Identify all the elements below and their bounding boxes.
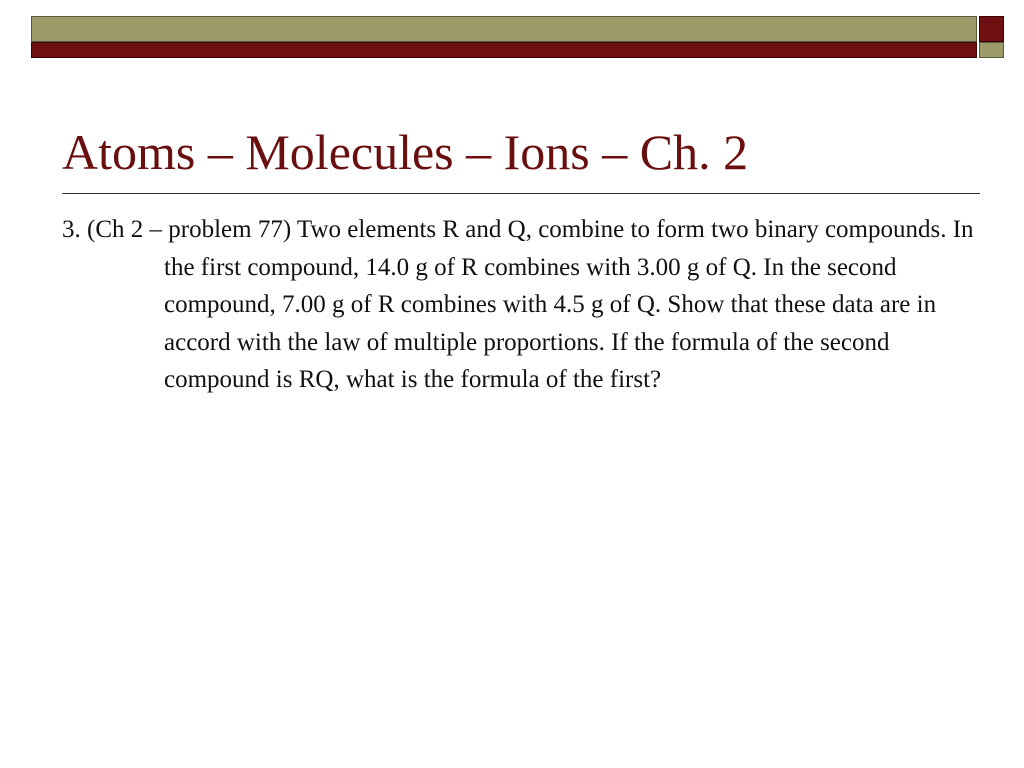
problem-text: 3. (Ch 2 – problem 77) Two elements R and Q, combine to form two binary compounds. In the first compound, 14.0 g of R combines with 3.00 g of Q. In the second compound, 7.00 g of R combines with 4.5 g of Q. Show that these data are in accord with the law of multiple proportions. If the formula of the second compound is RQ, what is the formula of the first? bbox=[62, 216, 974, 393]
corner-square-olive bbox=[979, 42, 1004, 58]
header-band-maroon bbox=[31, 42, 977, 58]
title-divider bbox=[62, 193, 980, 194]
header-band-olive bbox=[31, 16, 977, 42]
slide-title: Atoms – Molecules – Ions – Ch. 2 bbox=[62, 124, 749, 180]
corner-square-maroon bbox=[979, 16, 1004, 42]
